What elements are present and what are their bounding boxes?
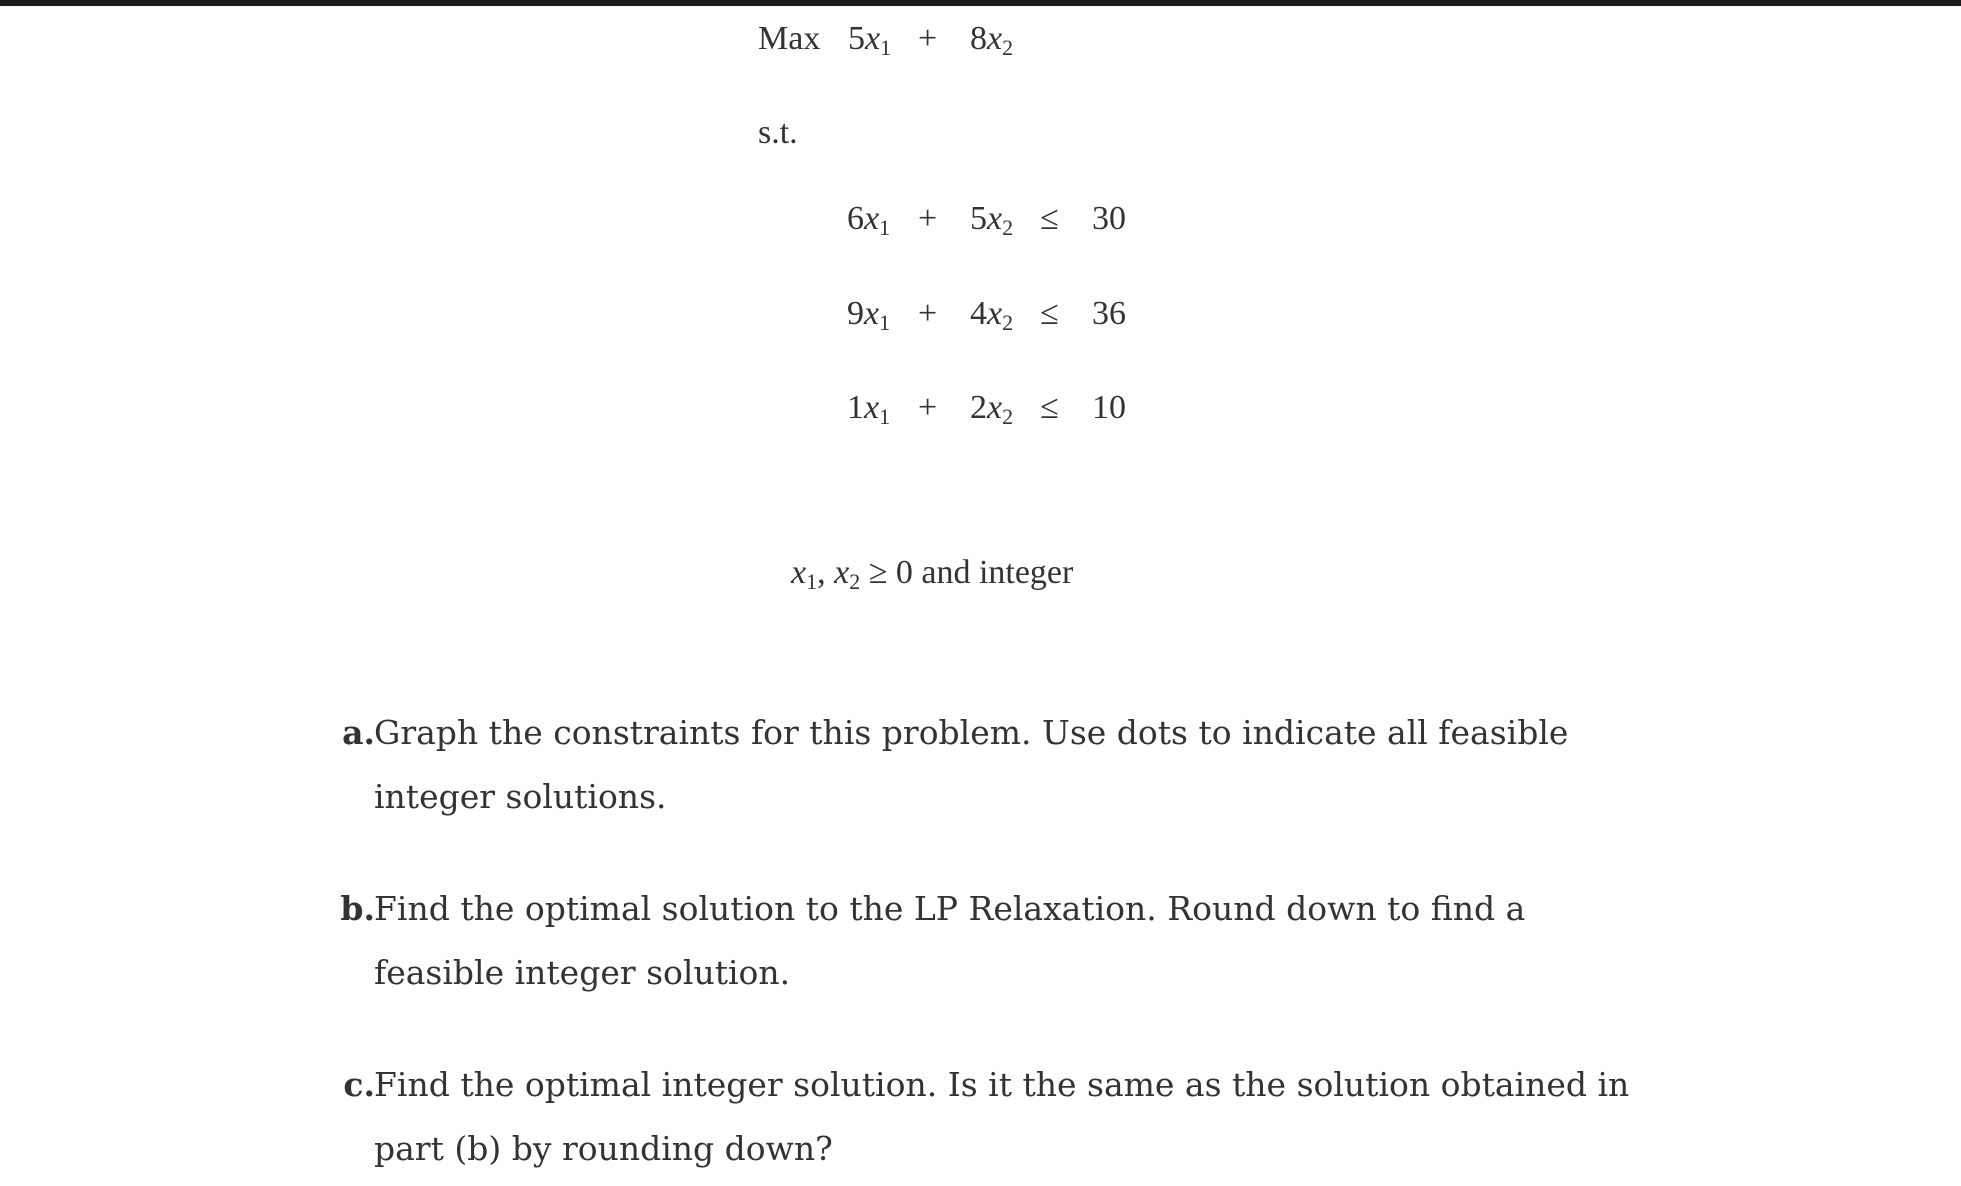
objective-sub-2: 2 <box>1002 35 1014 60</box>
constraint-coef-2: 4 <box>970 295 987 332</box>
constraint-coef-1: 1 <box>847 389 864 426</box>
objective-row <box>758 22 1078 62</box>
constraint-sub-2: 2 <box>1002 215 1014 240</box>
question-c <box>335 1053 1655 1183</box>
nonnegativity-row <box>791 556 1073 593</box>
constraint-row <box>847 297 1147 337</box>
constraint-var-2: x <box>987 200 1003 237</box>
question-label: a. <box>342 713 375 752</box>
objective-var-2: x <box>987 20 1003 57</box>
constraint-plus: + <box>918 295 938 332</box>
constraint-relation: ≤ <box>1040 200 1059 237</box>
question-text: Find the optimal solution to the LP Relaxation. Round down to find a feasible integer solution. <box>374 889 1526 992</box>
nonneg-text: and integer <box>921 554 1074 591</box>
constraint-term-2 <box>970 391 1013 428</box>
constraint-relation: ≤ <box>1040 295 1059 332</box>
constraint-rhs: 36 <box>1092 295 1126 332</box>
top-border <box>0 0 1961 6</box>
constraint-var-2: x <box>987 389 1003 426</box>
objective-sub-1: 1 <box>880 35 892 60</box>
nonneg-var-1: x <box>791 554 807 591</box>
constraint-sub-1: 1 <box>879 404 891 429</box>
nonneg-zero: 0 <box>895 554 913 591</box>
objective-var-1: x <box>865 20 881 57</box>
objective-keyword: Max <box>758 20 821 57</box>
question-label: b. <box>340 889 375 928</box>
constraint-row <box>847 202 1147 242</box>
objective-coef-1: 5 <box>848 20 865 57</box>
nonneg-var-2: x <box>834 554 850 591</box>
objective-term-2 <box>970 22 1013 59</box>
constraint-sub-2: 2 <box>1002 310 1014 335</box>
constraint-term-1 <box>847 391 890 428</box>
constraint-term-2 <box>970 297 1013 334</box>
constraint-var-2: x <box>987 295 1003 332</box>
question-b <box>335 877 1655 1017</box>
question-label: c. <box>343 1065 375 1104</box>
constraint-var-1: x <box>864 200 880 237</box>
constraint-term-1 <box>847 202 890 239</box>
nonneg-comma: , <box>817 554 835 591</box>
constraint-sub-1: 1 <box>879 215 891 240</box>
constraint-sub-2: 2 <box>1002 404 1014 429</box>
subject-to-label: s.t. <box>758 114 798 151</box>
objective-coef-2: 8 <box>970 20 987 57</box>
nonneg-sub-2: 2 <box>849 569 861 594</box>
constraint-sub-1: 1 <box>879 310 891 335</box>
constraint-plus: + <box>918 200 938 237</box>
constraint-coef-2: 5 <box>970 200 987 237</box>
question-text: Find the optimal integer solution. Is it the same as the solution obtained in part (b) by rounding down? <box>374 1065 1630 1168</box>
constraint-coef-1: 6 <box>847 200 864 237</box>
constraint-relation: ≤ <box>1040 389 1059 426</box>
question-text: Graph the constraints for this problem. Use dots to indicate all feasible integer solutions. <box>374 713 1569 816</box>
constraint-plus: + <box>918 389 938 426</box>
constraint-var-1: x <box>864 389 880 426</box>
constraint-rhs: 30 <box>1092 200 1126 237</box>
constraint-term-1 <box>847 297 890 334</box>
nonneg-sub-1: 1 <box>806 569 818 594</box>
constraint-rhs: 10 <box>1092 389 1126 426</box>
objective-term-1 <box>848 22 891 59</box>
constraint-coef-1: 9 <box>847 295 864 332</box>
constraint-term-2 <box>970 202 1013 239</box>
question-a <box>335 701 1655 841</box>
constraint-row <box>847 391 1147 431</box>
objective-plus: + <box>918 20 938 57</box>
nonneg-ge: ≥ <box>868 554 888 591</box>
constraint-var-1: x <box>864 295 880 332</box>
constraint-coef-2: 2 <box>970 389 987 426</box>
